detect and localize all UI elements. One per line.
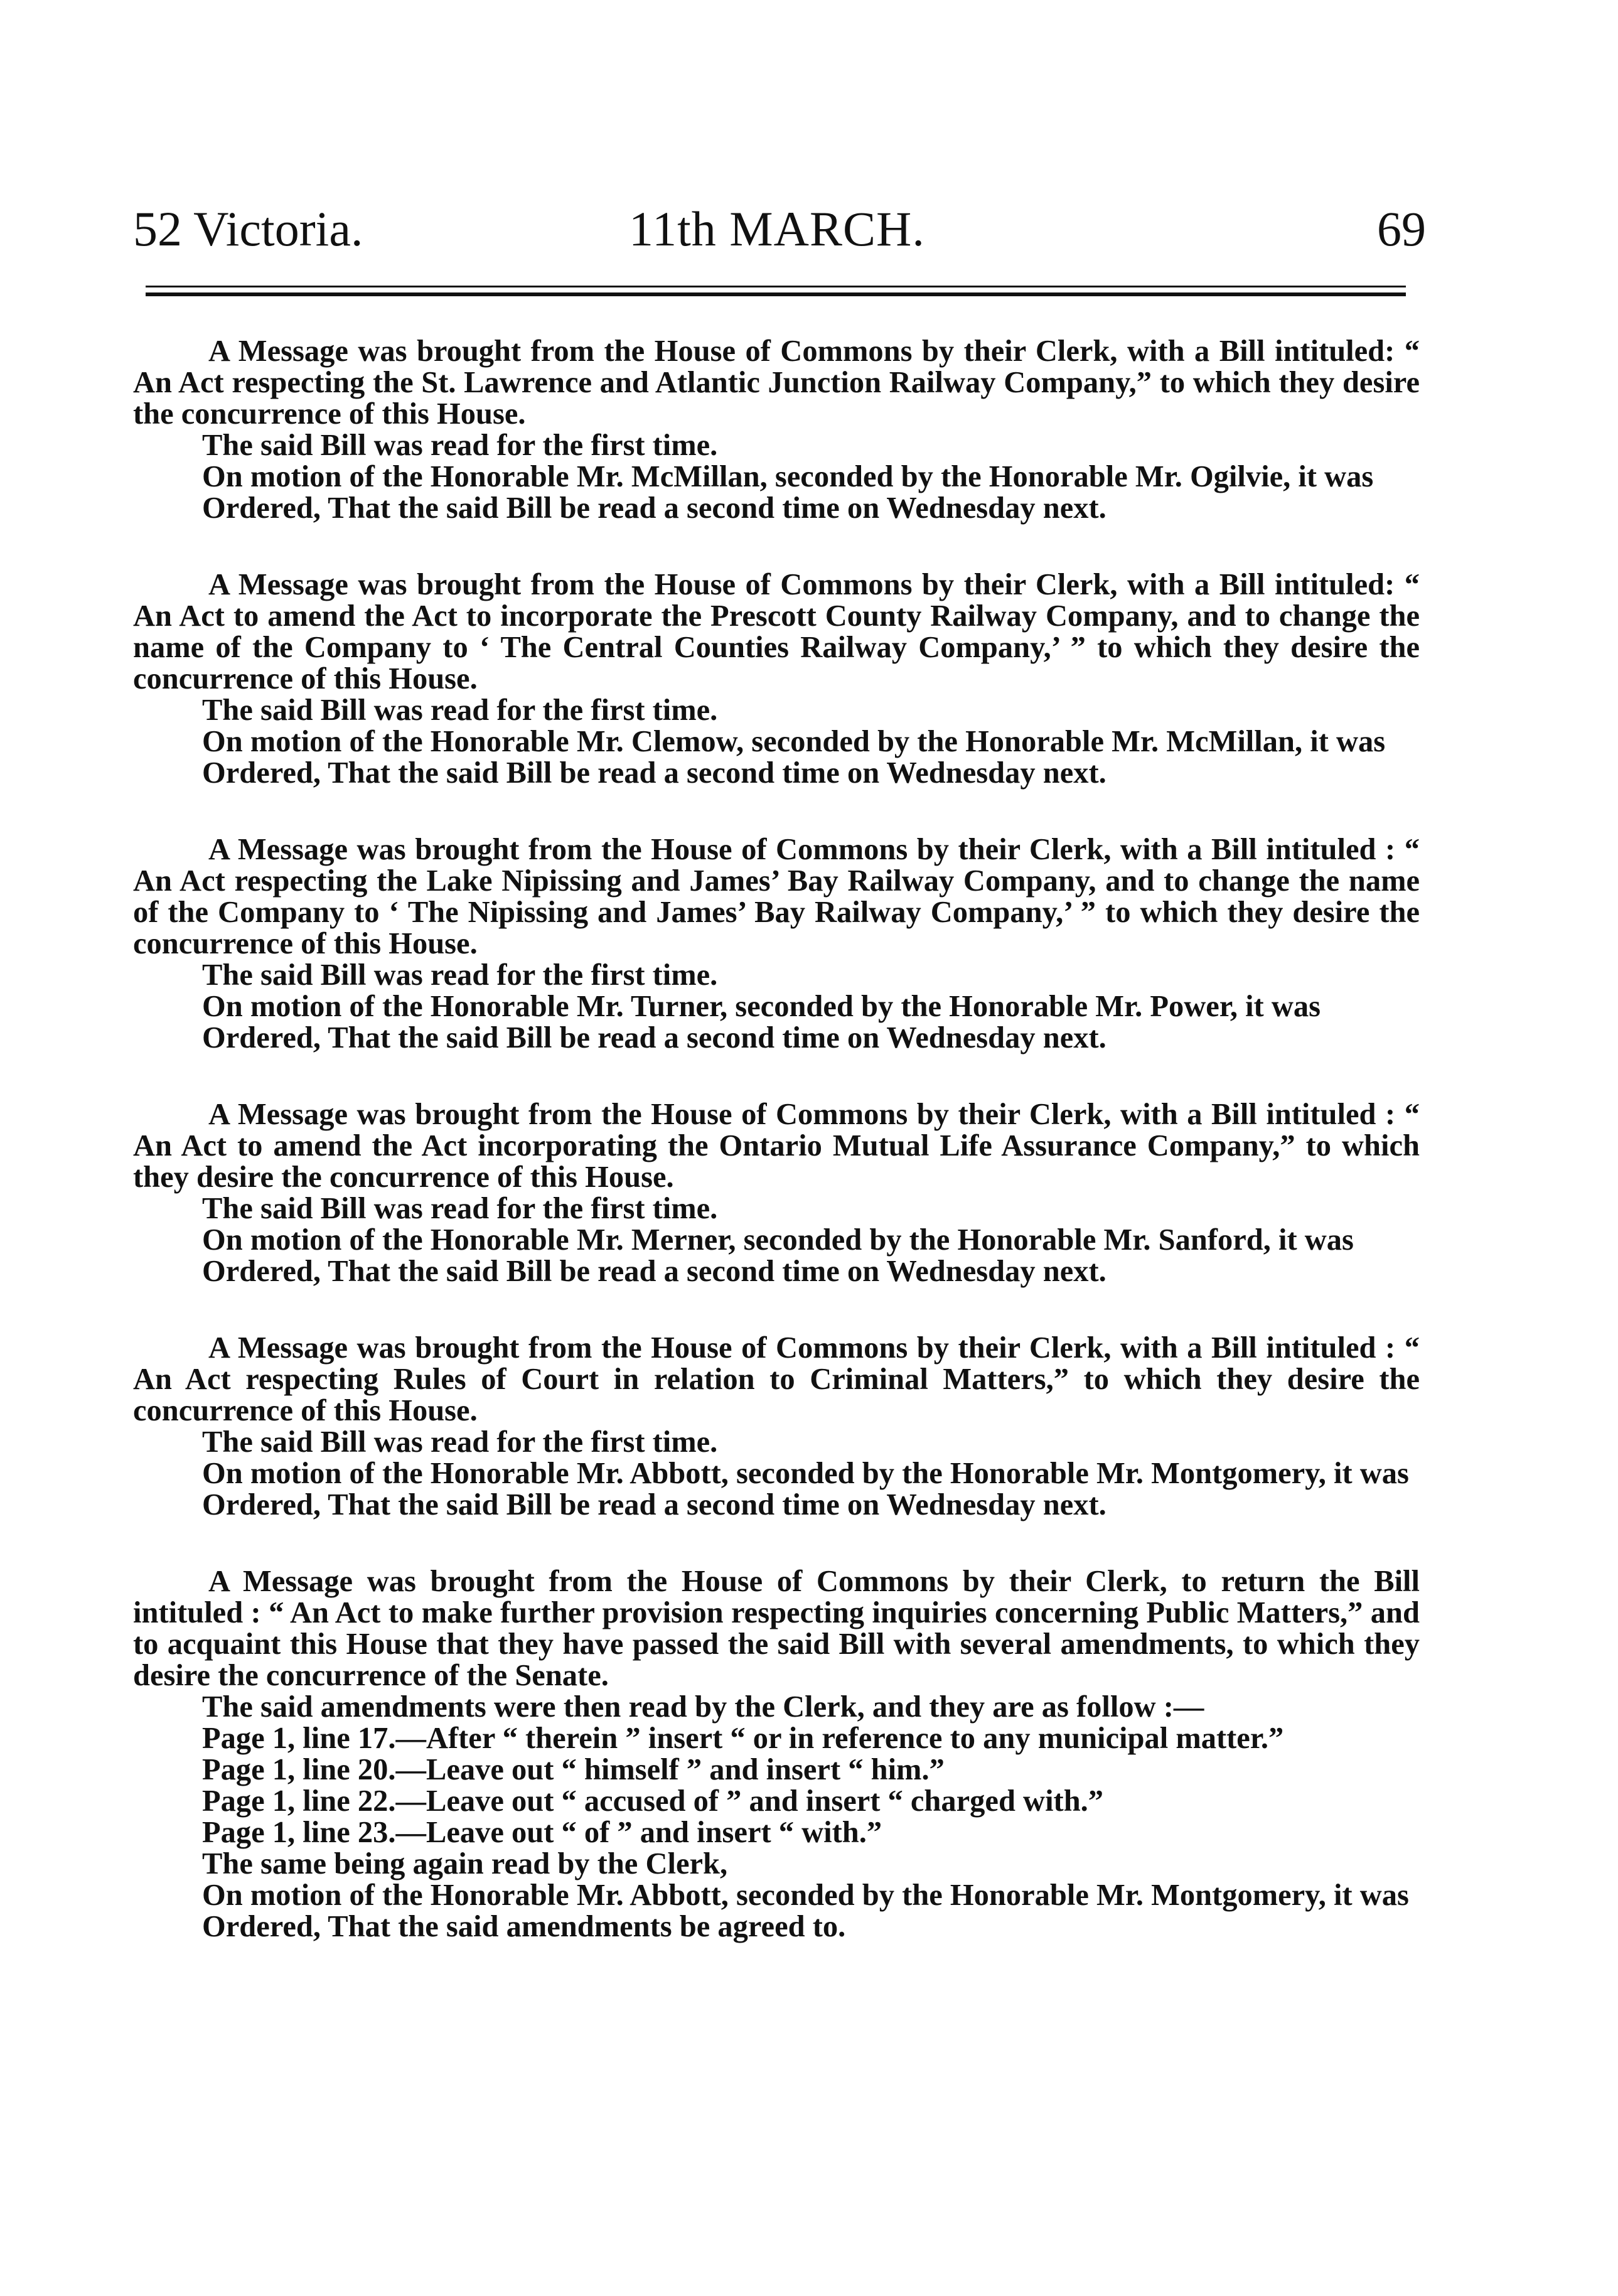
- header-rule-thick: [146, 292, 1406, 296]
- motion-text: On motion of the Honorable Mr. Merner, seconded by the Honorable Mr. Sanford, it was: [202, 1223, 1354, 1257]
- journal-body: [133, 336, 1420, 1943]
- entry-2: [133, 569, 1420, 789]
- order-text: Ordered, That the said amendments be agreed to.: [202, 1910, 846, 1943]
- motion-text: On motion of the Honorable Mr. Turner, seconded by the Honorable Mr. Power, it was: [202, 990, 1321, 1023]
- order-text: Ordered, That the said Bill be read a second time on Wednesday next.: [202, 1255, 1106, 1288]
- motion-text: On motion of the Honorable Mr. Abbott, seconded by the Honorable Mr. Montgomery, it was: [202, 1879, 1409, 1912]
- entry-5: [133, 1333, 1420, 1521]
- first-reading: The said Bill was read for the first time.: [202, 1425, 718, 1459]
- date-heading: 11th MARCH.: [629, 201, 925, 256]
- page-number: 69: [1377, 201, 1426, 256]
- entry-3: [133, 834, 1420, 1054]
- regnal-year: 52 Victoria.: [133, 201, 363, 256]
- entry-1: [133, 336, 1420, 524]
- entry-6: [133, 1566, 1420, 1943]
- first-reading: The said Bill was read for the first time.: [202, 958, 718, 992]
- first-reading: The said Bill was read for the first time.: [202, 429, 718, 462]
- amendment-item: Page 1, line 17.—After “ therein ” insert “ or in reference to any municipal matter.”: [202, 1722, 1284, 1755]
- amendment-item: Page 1, line 20.—Leave out “ himself ” and insert “ him.”: [202, 1753, 945, 1786]
- first-reading: The said Bill was read for the first time.: [202, 1192, 718, 1225]
- message-text: A Message was brought from the House of Commons by their Clerk, with a Bill intituled : “ An Act respecting the Lake Nipissing and James’ Bay Railway Company, and to change the name of the Company to ‘ The Nipissing and James’ Bay Railway Company,’ ” to which they desire the concurrence of this House.: [133, 833, 1420, 960]
- amendment-item: Page 1, line 23.—Leave out “ of ” and insert “ with.”: [202, 1816, 882, 1849]
- running-head: [133, 201, 1426, 264]
- motion-text: On motion of the Honorable Mr. McMillan, seconded by the Honorable Mr. Ogilvie, it was: [202, 460, 1374, 493]
- motion-text: On motion of the Honorable Mr. Abbott, seconded by the Honorable Mr. Montgomery, it was: [202, 1457, 1409, 1490]
- message-text: A Message was brought from the House of Commons by their Clerk, with a Bill intituled: “ An Act to amend the Act to incorporate the Prescott County Railway Company, and to change the name of the Company to ‘ The Central Counties Railway Company,’ ” to which they desire the concurrence of this House.: [133, 568, 1420, 695]
- second-reading: The same being again read by the Clerk,: [202, 1847, 728, 1880]
- order-text: Ordered, That the said Bill be read a second time on Wednesday next.: [202, 1488, 1106, 1521]
- order-text: Ordered, That the said Bill be read a second time on Wednesday next.: [202, 491, 1106, 525]
- amendment-item: Page 1, line 22.—Leave out “ accused of ” and insert “ charged with.”: [202, 1784, 1104, 1818]
- message-text: A Message was brought from the House of Commons by their Clerk, with a Bill intituled : “ An Act respecting Rules of Court in relation to Criminal Matters,” to which they desire the concurrence of this House.: [133, 1331, 1420, 1427]
- order-text: Ordered, That the said Bill be read a second time on Wednesday next.: [202, 756, 1106, 790]
- message-text: A Message was brought from the House of Commons by their Clerk, with a Bill intituled: “ An Act respecting the St. Lawrence and Atlantic Junction Railway Company,” to which they desire the concurrence of this House.: [133, 335, 1420, 431]
- amendments-read: The said amendments were then read by the Clerk, and they are as follow :—: [202, 1690, 1204, 1724]
- entry-4: [133, 1099, 1420, 1287]
- order-text: Ordered, That the said Bill be read a second time on Wednesday next.: [202, 1021, 1106, 1054]
- first-reading: The said Bill was read for the first time.: [202, 694, 718, 727]
- message-text: A Message was brought from the House of Commons by their Clerk, to return the Bill intituled : “ An Act to make further provision respecting inquiries concerning Public Matters,” and to acquaint this House that they have passed the said Bill with several amendments, to which they desire the concurrence of the Senate.: [133, 1565, 1420, 1692]
- header-rule-thin: [146, 286, 1406, 287]
- motion-text: On motion of the Honorable Mr. Clemow, seconded by the Honorable Mr. McMillan, it was: [202, 725, 1386, 758]
- message-text: A Message was brought from the House of Commons by their Clerk, with a Bill intituled : “ An Act to amend the Act incorporating the Ontario Mutual Life Assurance Company,” to which they desire the concurrence of this House.: [133, 1098, 1420, 1194]
